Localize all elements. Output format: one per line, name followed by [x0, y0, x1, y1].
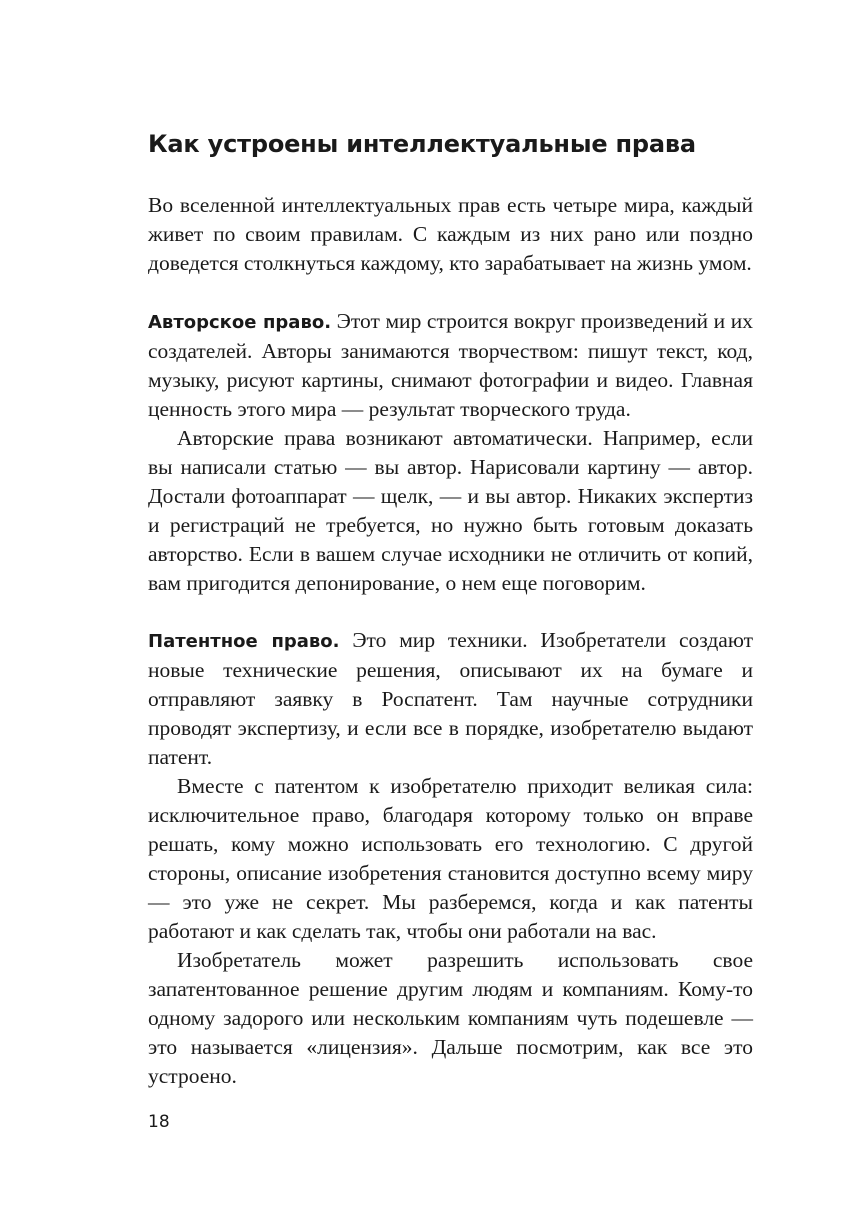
patent-paragraph-3: Изобретатель может разрешить использовать свое запатентованное решение другим людям и компаниям. Кому-то одному задорого или нескольким компаниям чуть подешевле — это называется «лицензия». Дальше посмотрим, как все это устроено.: [148, 948, 753, 1088]
patent-section: [148, 626, 753, 1091]
patent-paragraph-1-text: Это мир техники. Изобретатели создают новые технические решения, описывают их на бумаге и отправляют заявку в Роспатент. Там научные сотрудники проводят экспертизу, и если все в порядке, изобретателю выдают патент.: [148, 628, 753, 769]
patent-lead-in: Патентное право.: [148, 631, 340, 652]
copyright-lead-in: Авторское право.: [148, 312, 332, 333]
copyright-paragraph-2: Авторские права возникают автоматически. Например, если вы написали статью — вы автор. Нарисовали картину — автор. Достали фотоаппарат — щелк, — и вы автор. Никаких экспертиз и регистраций не требуется, но нужно быть готовым доказать авторство. Если в вашем случае исходники не отличить от копий, вам пригодится депонирование, о нем еще поговорим.: [148, 426, 753, 595]
copyright-section: [148, 307, 753, 598]
intro-paragraph: Во вселенной интеллектуальных прав есть четыре мира, каждый живет по своим правилам. С каждым из них рано или поздно доведется столкнуться каждому, кто зарабатывает на жизнь умом.: [148, 193, 753, 275]
copyright-paragraph-1-text: Этот мир строится вокруг произведений и их создателей. Авторы занимаются творчеством: пишут текст, код, музыку, рисуют картины, снимают фотографии и видео. Главная ценность этого мира — результат творческого труда.: [148, 309, 753, 421]
intro-block: [148, 191, 753, 278]
patent-paragraph-2: Вместе с патентом к изобретателю приходит великая сила: исключительное право, благодаря которому только он вправе решать, кому можно использовать его технологию. С другой стороны, описание изобретения становится доступно всему миру — это уже не секрет. Мы разберемся, когда и как патенты работают и как сделать так, чтобы они работали на вас.: [148, 774, 753, 943]
page-number: 18: [148, 1112, 170, 1132]
copyright-paragraph-1: [148, 307, 753, 424]
patent-paragraph-1: [148, 626, 753, 772]
section-heading: Как устроены интеллектуальные права: [148, 130, 696, 158]
